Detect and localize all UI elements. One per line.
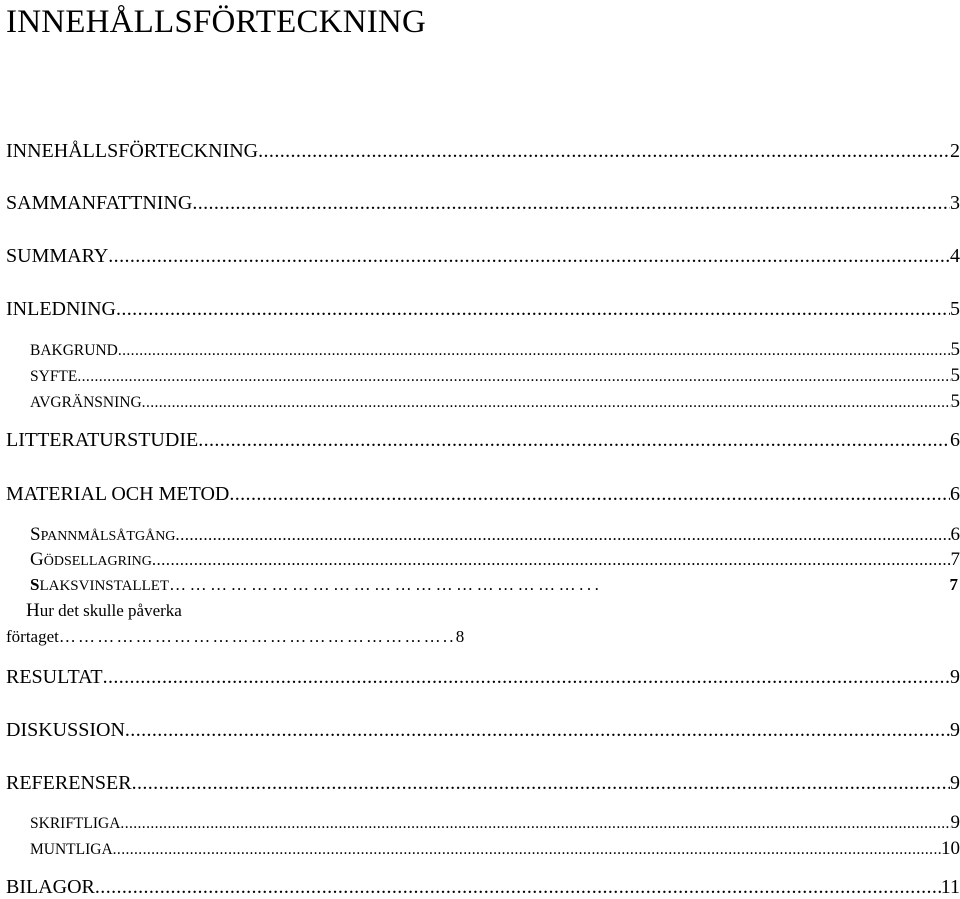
toc-entry-bakgrund[interactable]	[30, 340, 960, 361]
toc-entry-slaksvinstallet[interactable]	[30, 575, 960, 596]
toc-entry-label: BAKGRUND	[30, 341, 118, 361]
toc-page-number: 6	[950, 482, 960, 506]
toc-entry-label: SLAKSVINSTALLET	[30, 575, 169, 594]
toc-page-number: 8	[456, 627, 465, 646]
toc-page-number: 4	[950, 244, 960, 268]
toc-entry-label: SYFTE	[30, 367, 77, 387]
toc-leader-dots	[152, 550, 951, 570]
toc-leader-dots	[258, 139, 950, 163]
toc-leader-dots	[198, 428, 950, 452]
toc-page-number: 5	[951, 366, 960, 386]
toc-entry-inledning[interactable]	[6, 297, 960, 321]
toc-page-number: 3	[950, 191, 960, 215]
toc-page-number: 5	[950, 297, 960, 321]
toc-leader-dots	[113, 840, 941, 860]
toc-entry-label: MUNTLIGA	[30, 840, 113, 860]
toc-entry-sammanfattning[interactable]	[6, 191, 960, 215]
toc-entry-label: REFERENSER	[6, 771, 132, 795]
toc-entry-diskussion[interactable]	[6, 718, 960, 742]
toc-leader-dots	[125, 718, 950, 742]
toc-entry-godsellagring[interactable]	[30, 550, 960, 572]
toc-page-number: 9	[950, 771, 960, 795]
toc-entry-label: Hur det skulle påverka	[26, 601, 182, 620]
toc-leader-dots	[116, 297, 950, 321]
toc-entry-hur-det-skulle-paverka[interactable]	[26, 601, 182, 621]
toc-entry-label: SPANNMÅLSÅTGÅNG	[30, 525, 175, 547]
toc-page-number: 5	[951, 340, 960, 360]
toc-leader-dots	[142, 393, 951, 413]
toc-leader-dots	[103, 665, 950, 689]
toc-entry-spannmalsatgang[interactable]	[30, 525, 960, 547]
toc-leader-dots	[132, 771, 950, 795]
toc-entry-litteraturstudie[interactable]	[6, 428, 960, 452]
toc-leader-dots	[118, 341, 951, 361]
toc-entry-fortaget[interactable]	[6, 627, 464, 647]
toc-entry-label: DISKUSSION	[6, 718, 125, 742]
toc-leader-dots	[192, 191, 950, 215]
toc-page-number: 5	[951, 392, 960, 412]
toc-entry-referenser[interactable]	[6, 771, 960, 795]
toc-entry-resultat[interactable]	[6, 665, 960, 689]
toc-entry-material-och-metod[interactable]	[6, 482, 960, 506]
toc-leader-dots	[229, 482, 950, 506]
toc-leader-dots	[120, 814, 950, 834]
page-title: INNEHÅLLSFÖRTECKNING	[6, 0, 426, 44]
toc-leader-dots: ……………………………………………………...	[169, 575, 602, 594]
toc-entry-label: BILAGOR	[6, 875, 95, 899]
toc-entry-label: GÖDSELLAGRING	[30, 550, 152, 572]
toc-entry-label: INLEDNING	[6, 297, 116, 321]
toc-page-number: 9	[950, 718, 960, 742]
toc-page-number: 7	[950, 575, 959, 595]
toc-entry-innehallsforteckning[interactable]	[6, 139, 960, 163]
toc-page-number: 6	[951, 525, 960, 545]
toc-leader-dots	[175, 525, 950, 545]
toc-page-number: 6	[950, 428, 960, 452]
toc-entry-label: SUMMARY	[6, 244, 108, 268]
toc-leader-dots	[108, 244, 950, 268]
toc-page-number: 10	[941, 839, 960, 859]
toc-entry-label: LITTERATURSTUDIE	[6, 428, 198, 452]
toc-entry-syfte[interactable]	[30, 366, 960, 387]
toc-entry-muntliga[interactable]	[30, 839, 960, 860]
toc-entry-label: RESULTAT	[6, 665, 103, 689]
toc-entry-label: SAMMANFATTNING	[6, 191, 192, 215]
toc-entry-label: AVGRÄNSNING	[30, 393, 142, 413]
toc-entry-skriftliga[interactable]	[30, 813, 960, 834]
toc-leader-dots	[95, 875, 941, 899]
toc-page-number: 11	[941, 875, 960, 899]
toc-page-number: 9	[951, 813, 960, 833]
toc-leader-dots	[77, 367, 950, 387]
toc-page-number: 9	[950, 665, 960, 689]
toc-page-number: 2	[950, 139, 960, 163]
toc-entry-label: SKRIFTLIGA	[30, 814, 120, 834]
toc-entry-label: INNEHÅLLSFÖRTECKNING	[6, 139, 258, 163]
toc-leader-dots: ……………………………………………………..	[59, 627, 456, 646]
toc-entry-avgransning[interactable]	[30, 392, 960, 413]
toc-entry-bilagor[interactable]	[6, 875, 960, 899]
toc-entry-summary[interactable]	[6, 244, 960, 268]
toc-entry-label-continued: förtaget	[6, 627, 59, 646]
toc-page-number: 7	[951, 550, 960, 570]
toc-entry-label: MATERIAL OCH METOD	[6, 482, 229, 506]
